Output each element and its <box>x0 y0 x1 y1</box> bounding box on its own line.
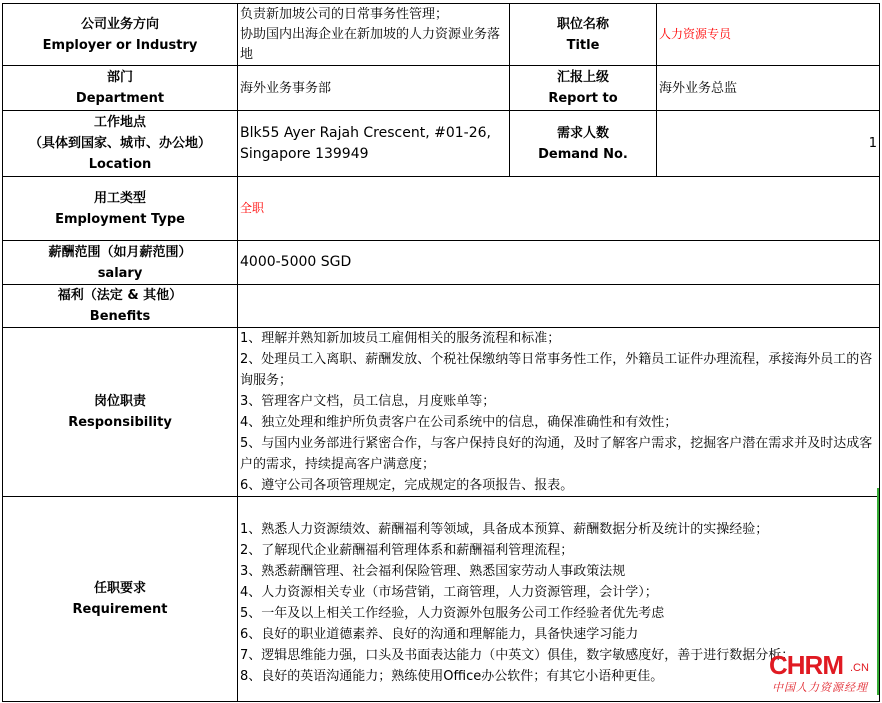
industry-label-en: Employer or Industry <box>42 37 198 53</box>
title-value[interactable] <box>657 4 880 66</box>
requirement-item: 6、良好的职业道德素养、良好的沟通和理解能力，具备快速学习能力 <box>240 627 639 642</box>
report-to-value[interactable]: 海外业务总监 <box>657 66 880 111</box>
location-value[interactable] <box>238 111 510 177</box>
responsibility-item: 3、管理客户文档，员工信息，月度账单等； <box>240 394 496 409</box>
requirement-item: 5、一年及以上相关工作经验，人力资源外包服务公司工作经验者优先考虑 <box>240 606 665 621</box>
responsibility-label[interactable] <box>3 328 238 497</box>
title-label[interactable] <box>510 4 657 66</box>
demand-label[interactable] <box>510 111 657 177</box>
requirement-item: 2、了解现代企业薪酬福利管理体系和薪酬福利管理流程； <box>240 543 574 558</box>
employment-type-label[interactable] <box>3 177 238 241</box>
location-line-2: Singapore 139949 <box>240 145 369 162</box>
industry-label[interactable] <box>3 4 238 66</box>
responsibility-value[interactable] <box>238 328 880 497</box>
location-label-cn: 工作地点 <box>93 115 146 130</box>
title-label-cn: 职位名称 <box>556 16 609 32</box>
row-location <box>3 111 880 177</box>
salary-label-en: salary <box>97 265 143 281</box>
department-label[interactable] <box>3 66 238 111</box>
row-salary <box>3 241 880 285</box>
department-label-cn: 部门 <box>106 70 133 85</box>
row-department <box>3 66 880 111</box>
benefits-label[interactable] <box>3 285 238 328</box>
industry-line-2: 协助国内出海企业在新加坡的人力资源业务落地 <box>240 26 501 62</box>
chrm-watermark-logo <box>769 652 879 694</box>
salary-label-cn: 薪酬范围（如月薪范围） <box>48 244 192 260</box>
row-responsibility <box>3 328 880 497</box>
title-text: 人力资源专员 <box>659 27 732 41</box>
location-label-en: Location <box>88 157 152 172</box>
job-description-table <box>2 3 880 702</box>
industry-line-1: 负责新加坡公司的日常事务性管理； <box>240 6 449 22</box>
department-value[interactable]: 海外业务事务部 <box>238 66 510 111</box>
requirement-item: 8、良好的英语沟通能力；熟练使用Office办公软件；有其它小语种更佳。 <box>240 669 664 684</box>
row-industry <box>3 4 880 66</box>
responsibility-item: 2、处理员工入离职、薪酬发放、个税社保缴纳等日常事务性工作，外籍员工证件办理流程，承接海外员工的咨询服务； <box>240 352 873 388</box>
location-label[interactable] <box>3 111 238 177</box>
responsibility-label-en: Responsibility <box>68 415 172 430</box>
employment-type-label-cn: 用工类型 <box>93 190 146 206</box>
responsibility-label-cn: 岗位职责 <box>93 394 146 409</box>
salary-label[interactable] <box>3 241 238 285</box>
title-label-en: Title <box>566 37 600 53</box>
department-label-en: Department <box>75 91 165 106</box>
employment-type-text: 全职 <box>240 201 265 215</box>
employment-type-value[interactable] <box>238 177 880 241</box>
demand-label-en: Demand No. <box>538 146 628 162</box>
row-employment-type <box>3 177 880 241</box>
requirement-label-en: Requirement <box>72 602 168 617</box>
requirement-label[interactable] <box>3 497 238 702</box>
logo-brand: CHRM <box>769 650 843 680</box>
industry-label-cn: 公司业务方向 <box>80 16 159 32</box>
logo-tagline: 中国人力资源经理 <box>772 681 868 694</box>
requirement-item: 4、人力资源相关专业（市场营销，工商管理，人力资源管理，会计学）； <box>240 585 658 600</box>
report-to-label[interactable] <box>510 66 657 111</box>
row-benefits <box>3 285 880 328</box>
row-requirement <box>3 497 880 702</box>
report-to-label-cn: 汇报上级 <box>556 70 609 85</box>
salary-value[interactable]: 4000-5000 SGD <box>238 241 880 285</box>
employment-type-label-en: Employment Type <box>55 211 185 227</box>
requirement-item: 7、逻辑思维能力强，口头及书面表达能力（中英文）俱佳，数字敏感度好，善于进行数据分析； <box>240 648 795 663</box>
benefits-label-cn: 福利（法定 & 其他） <box>57 288 183 303</box>
requirement-item: 1、熟悉人力资源绩效、薪酬福利等领域，具备成本预算、薪酬数据分析及统计的实操经验； <box>240 522 769 537</box>
logo-tld: .CN <box>850 662 869 674</box>
responsibility-item: 4、独立处理和维护所负责客户在公司系统中的信息，确保准确性和有效性； <box>240 415 678 430</box>
demand-value[interactable]: 1 <box>657 111 880 177</box>
requirement-item: 3、熟悉薪酬管理、社会福利保险管理、熟悉国家劳动人事政策法规 <box>240 564 626 579</box>
industry-value[interactable] <box>238 4 510 66</box>
benefits-value[interactable] <box>238 285 880 328</box>
report-to-label-en: Report to <box>548 91 618 106</box>
responsibility-item: 6、遵守公司各项管理规定，完成规定的各项报告、报表。 <box>240 478 574 493</box>
requirement-label-cn: 任职要求 <box>93 581 146 596</box>
location-label-cn2: （具体到国家、城市、办公地） <box>28 136 211 151</box>
responsibility-item: 1、理解并熟知新加坡员工雇佣相关的服务流程和标准； <box>240 331 561 346</box>
demand-label-cn: 需求人数 <box>556 125 609 141</box>
responsibility-item: 5、与国内业务部进行紧密合作，与客户保持良好的沟通，及时了解客户需求，挖掘客户潜在需求并及时达成客户的需求，持续提高客户满意度； <box>240 436 873 472</box>
location-line-1: Blk55 Ayer Rajah Crescent, #01-26, <box>240 124 491 141</box>
benefits-label-en: Benefits <box>89 309 151 324</box>
